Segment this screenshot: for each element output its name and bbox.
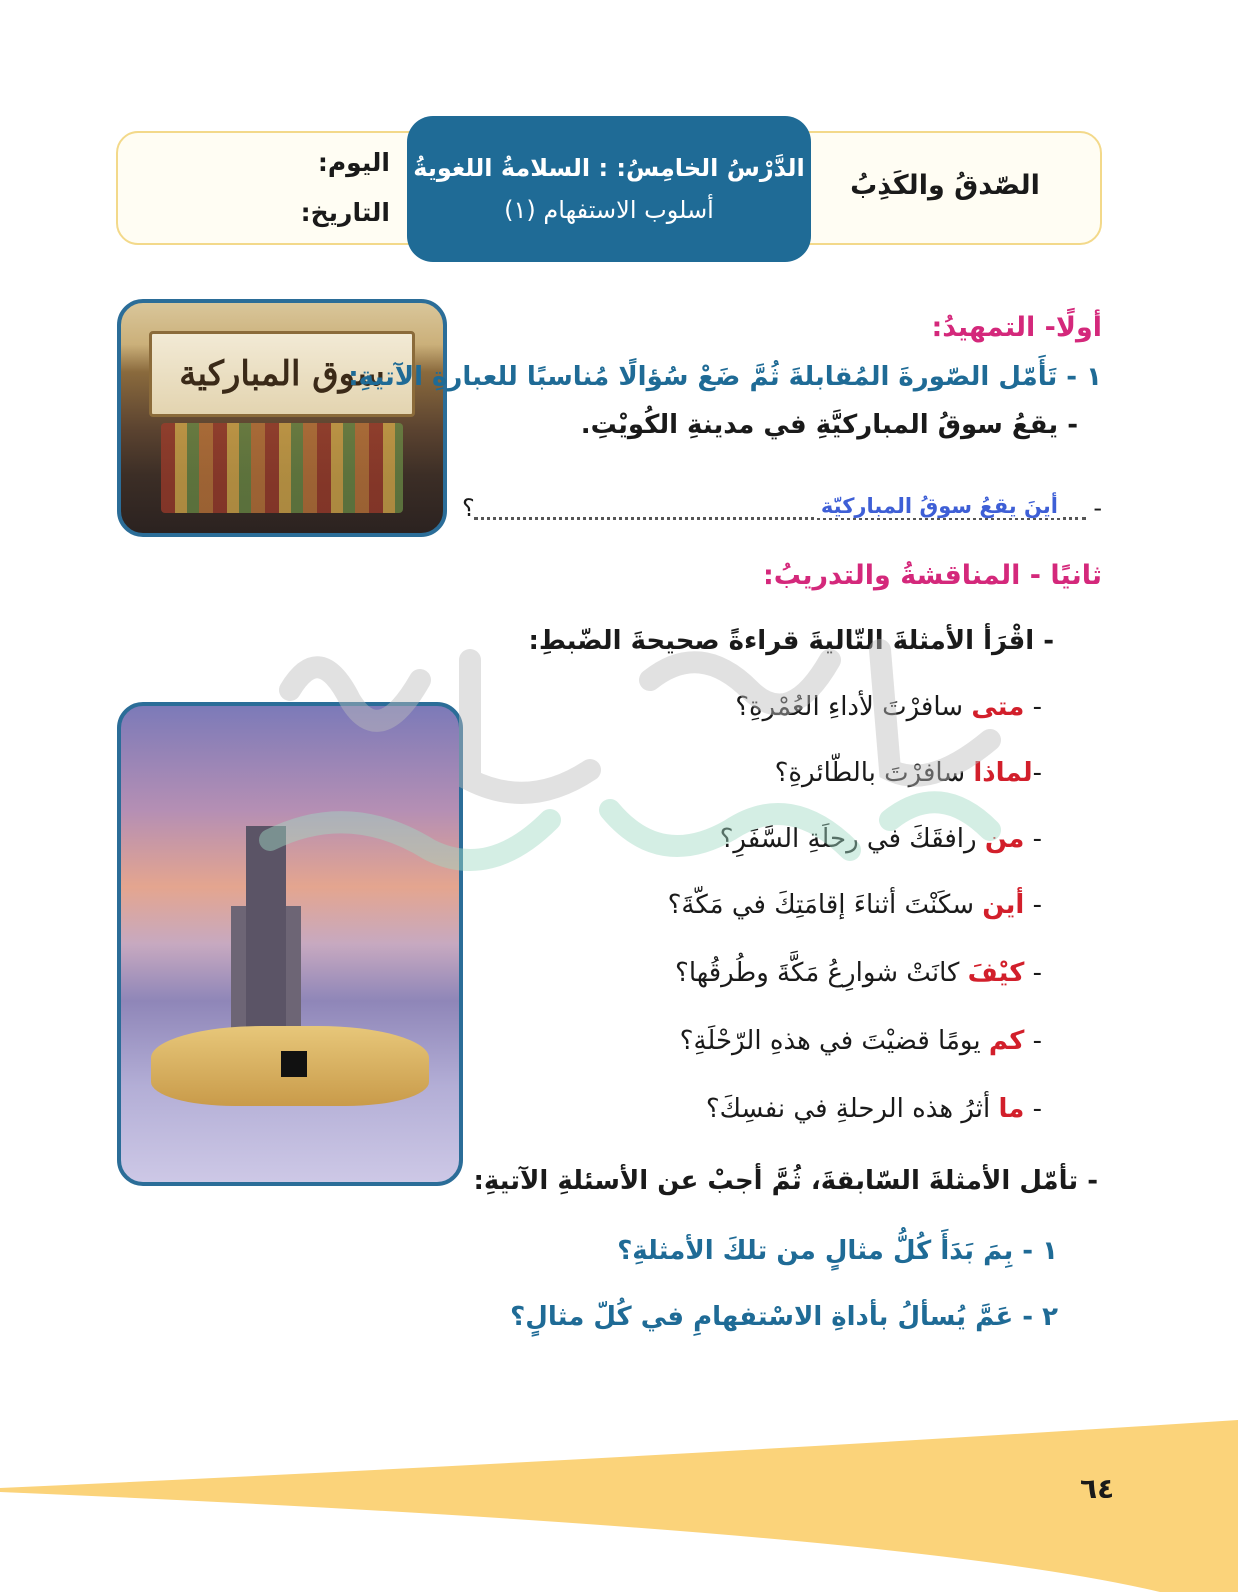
example-4-text: سكَنْتَ أثناءَ إقامَتِكَ في مَكّةَ؟ [667, 890, 983, 920]
practice-instruction: - اقْرَأ الأمثلةَ التّاليةَ قراءةً صحيحةَ الضّبطِ: [528, 626, 1054, 656]
example-5 [675, 958, 1042, 988]
example-7-question-word: ما [998, 1094, 1025, 1124]
example-2-question-word: لماذا [973, 758, 1033, 788]
section-intro-title: أولًا- التمهيدُ: [931, 312, 1102, 343]
section-practice-title: ثانيًا - المناقشةُ والتدريبُ: [762, 560, 1102, 591]
example-7-prefix: - [1024, 1094, 1042, 1124]
example-2-text: سافرْتَ بالطّائرةِ؟ [774, 758, 974, 788]
example-3 [720, 824, 1042, 854]
example-2 [775, 758, 1042, 788]
answer-text[interactable]: أينَ يقعُ سوقُ المباركيّة [817, 494, 1062, 518]
answer-question-mark: ؟ [462, 494, 475, 522]
example-3-question-word: من [984, 824, 1025, 854]
example-1 [735, 692, 1042, 722]
example-4-question-word: أين [982, 890, 1025, 920]
kaaba [281, 1051, 307, 1077]
answer-dash: - [1093, 494, 1102, 522]
example-5-prefix: - [1024, 958, 1042, 988]
market-stalls [161, 423, 403, 513]
lesson-title-tab [407, 116, 811, 262]
date-label: التاريخ: [300, 198, 390, 227]
reflection-instruction: - تأمّل الأمثلةَ السّابقةَ، ثُمَّ أجبْ عن الأسئلةِ الآتيةِ: [473, 1166, 1098, 1196]
example-7 [706, 1094, 1042, 1124]
example-7-text: أثرُ هذه الرحلةِ في نفسِكَ؟ [705, 1094, 999, 1124]
lesson-title: الدَّرْسُ الخامِسُ: : السلامةُ اللغويةُ [413, 154, 805, 182]
reflection-question-1: ١ - بِمَ بَدَأَ كُلُّ مثالٍ من تلكَ الأمثلةِ؟ [617, 1236, 1058, 1266]
example-5-text: كانَتْ شوارِعُ مَكَّةَ وطُرقُها؟ [675, 958, 968, 988]
market-photo [117, 299, 447, 537]
example-6-prefix: - [1024, 1026, 1042, 1056]
intro-statement: - يقعُ سوقُ المباركيَّةِ في مدينةِ الكُويْتِ. [580, 410, 1078, 440]
example-2-prefix: - [1032, 758, 1042, 788]
example-1-text: سافرْتَ لأداءِ العُمْرةِ؟ [735, 692, 972, 722]
mecca-photo [117, 702, 463, 1186]
answer-line [462, 494, 1102, 528]
lesson-topic: الصّدقُ والكَذِبُ [850, 170, 1040, 201]
lesson-subtitle: أسلوب الاستفهام (١) [504, 196, 714, 224]
example-3-prefix: - [1024, 824, 1042, 854]
example-3-text: رافقَكَ في رحلَةِ السَّفَرِ؟ [719, 824, 985, 854]
example-6-question-word: كم [988, 1026, 1025, 1056]
example-4 [668, 890, 1042, 920]
example-4-prefix: - [1024, 890, 1042, 920]
day-label: اليوم: [317, 148, 390, 177]
page-number: ٦٤ [1080, 1472, 1115, 1505]
example-6 [680, 1026, 1042, 1056]
market-sign-text: سوق المباركية [179, 354, 385, 394]
example-1-prefix: - [1024, 692, 1042, 722]
example-5-question-word: كيْفَ [967, 958, 1025, 988]
example-6-text: يومًا قضيْتَ في هذهِ الرّحْلَةِ؟ [679, 1026, 989, 1056]
footer-wave [0, 1420, 1238, 1592]
example-1-question-word: متى [971, 692, 1025, 722]
intro-question: ١ - تَأَمّل الصّورةَ المُقابلةَ ثُمَّ ضَعْ سُؤالًا مُناسبًا للعبارةِ الآتيةِ: [348, 362, 1102, 392]
reflection-question-2: ٢ - عَمَّ يُسألُ بأداةِ الاسْتفهامِ في كُلّ مثالٍ؟ [510, 1302, 1058, 1332]
